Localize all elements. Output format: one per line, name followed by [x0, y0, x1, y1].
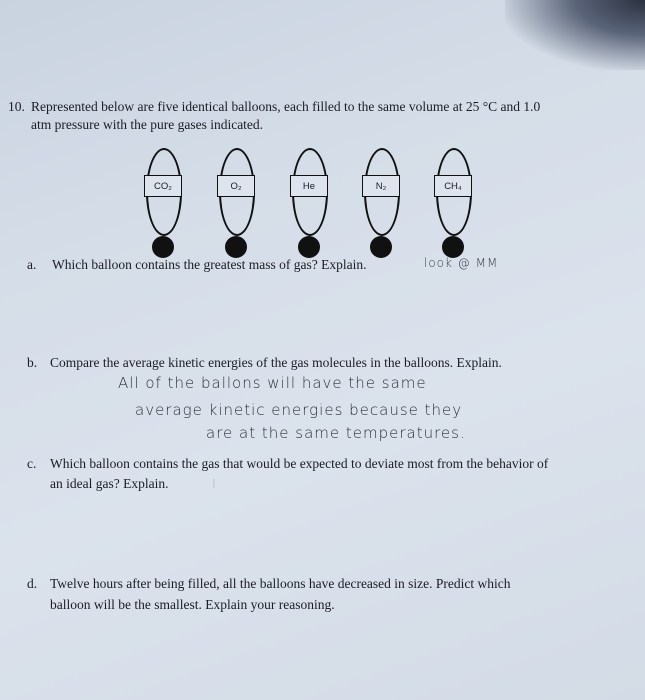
balloon-he: [292, 148, 328, 270]
balloon-o2: [219, 148, 255, 270]
part-c-line1: Which balloon contains the gas that would be expected to deviate most from the behavior of: [50, 456, 549, 471]
part-b-answer-line2: average kinetic energies because they: [135, 401, 463, 419]
part-d-line2: balloon will be the smallest. Explain your reasoning.: [50, 597, 335, 612]
part-c-answer: I: [212, 477, 217, 491]
balloon-label: He: [290, 175, 328, 197]
question-number: 10.: [8, 99, 25, 114]
balloon-label: CH₄: [434, 175, 472, 197]
balloon-ch4: [436, 148, 472, 270]
balloon-n2: [364, 148, 400, 270]
balloon-co2: [146, 148, 182, 270]
part-c-letter: c.: [27, 456, 37, 471]
part-a-letter: a.: [27, 257, 37, 272]
balloon-label: N₂: [362, 175, 400, 197]
part-a-answer: look @ MM: [424, 256, 499, 270]
part-d-line1: Twelve hours after being filled, all the balloons have decreased in size. Predict which: [50, 576, 511, 591]
part-b-answer-line3: are at the same temperatures.: [206, 424, 466, 442]
part-b-answer-line1: All of the ballons will have the same: [118, 374, 427, 392]
shadow-corner: [505, 0, 645, 70]
question-stem-line1: Represented below are five identical balloons, each filled to the same volume at 25 °C and 1.0: [31, 99, 541, 114]
part-d-letter: d.: [27, 576, 38, 591]
balloon-label: O₂: [217, 175, 255, 197]
part-b-text: Compare the average kinetic energies of the gas molecules in the balloons. Explain.: [50, 355, 502, 370]
part-c-line2: an ideal gas? Explain.: [50, 476, 169, 491]
question-stem-line2: atm pressure with the pure gases indicated.: [31, 117, 264, 132]
part-a-text: Which balloon contains the greatest mass of gas? Explain.: [52, 257, 367, 272]
part-b-letter: b.: [27, 355, 38, 370]
balloon-label: CO₂: [144, 175, 182, 197]
